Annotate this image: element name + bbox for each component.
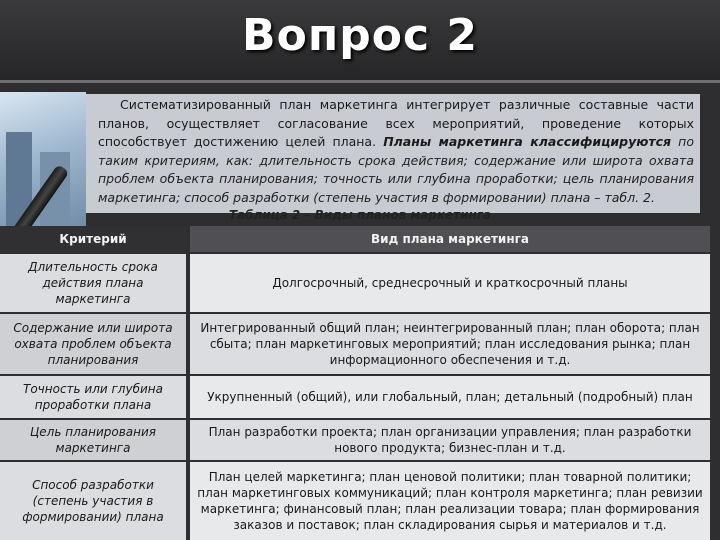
table-row — [0, 420, 720, 460]
row-criterion: Точность или глубина проработки плана — [0, 376, 186, 418]
row-plan-type: Укрупненный (общий), или глобальный, план; детальный (подробный) план — [190, 376, 710, 418]
row-criterion: Способ разработки (степень участия в формировании) плана — [0, 462, 186, 540]
paragraph-bold-text: Планы маркетинга классифицируются — [383, 134, 672, 149]
table-row — [0, 462, 720, 540]
paragraph-italic-text: по таким критериям, как: длительность срока действия; содержание или широта охвата проблем объекта планирования; точность или глубина проработки; цель планирования маркетинга; способ разработки (степень участия в формировании) плана – табл. 2. — [98, 134, 694, 205]
row-criterion: Длительность срока действия плана маркетинга — [0, 254, 186, 312]
row-plan-type: План целей маркетинга; план ценовой политики; план товарной политики; план маркетинговых коммуникаций; план контроля маркетинга; план ревизии маркетинга; финансовый план; план реализации товара; план формирования заказов и поставок; план складирования сырья и материалов и т.д. — [190, 462, 710, 540]
row-plan-type: Интегрированный общий план; неинтегрированный план; план оборота; план сбыта; план маркетинговых мероприятий; план исследования рынка; план информационного обеспечения и т.д. — [190, 314, 710, 374]
table-header-row — [0, 226, 720, 252]
row-criterion: Содержание или широта охвата проблем объекта планирования — [0, 314, 186, 374]
slide-title: Вопрос 2 — [242, 10, 478, 61]
table-row — [0, 376, 720, 418]
row-plan-type: План разработки проекта; план организации управления; план разработки нового продукта; бизнес-план и т.д. — [190, 420, 710, 460]
paragraph-plain-text: Систематизированный план маркетинга интегрирует различные составные части планов, осуществляет согласование всех мероприятий, проведение которых способствует достижению целей плана. — [98, 97, 694, 149]
table-row — [0, 254, 720, 312]
row-plan-type: Долгосрочный, среднесрочный и краткосрочный планы — [190, 254, 710, 312]
header-plan-type: Вид плана маркетинга — [190, 226, 710, 252]
table-caption: Таблица 2 – Виды планов маркетинга — [228, 208, 492, 222]
header-criterion: Критерий — [0, 226, 186, 252]
intro-paragraph — [92, 94, 700, 213]
title-divider — [0, 80, 720, 83]
table-row — [0, 314, 720, 374]
row-criterion: Цель планирования маркетинга — [0, 420, 186, 460]
